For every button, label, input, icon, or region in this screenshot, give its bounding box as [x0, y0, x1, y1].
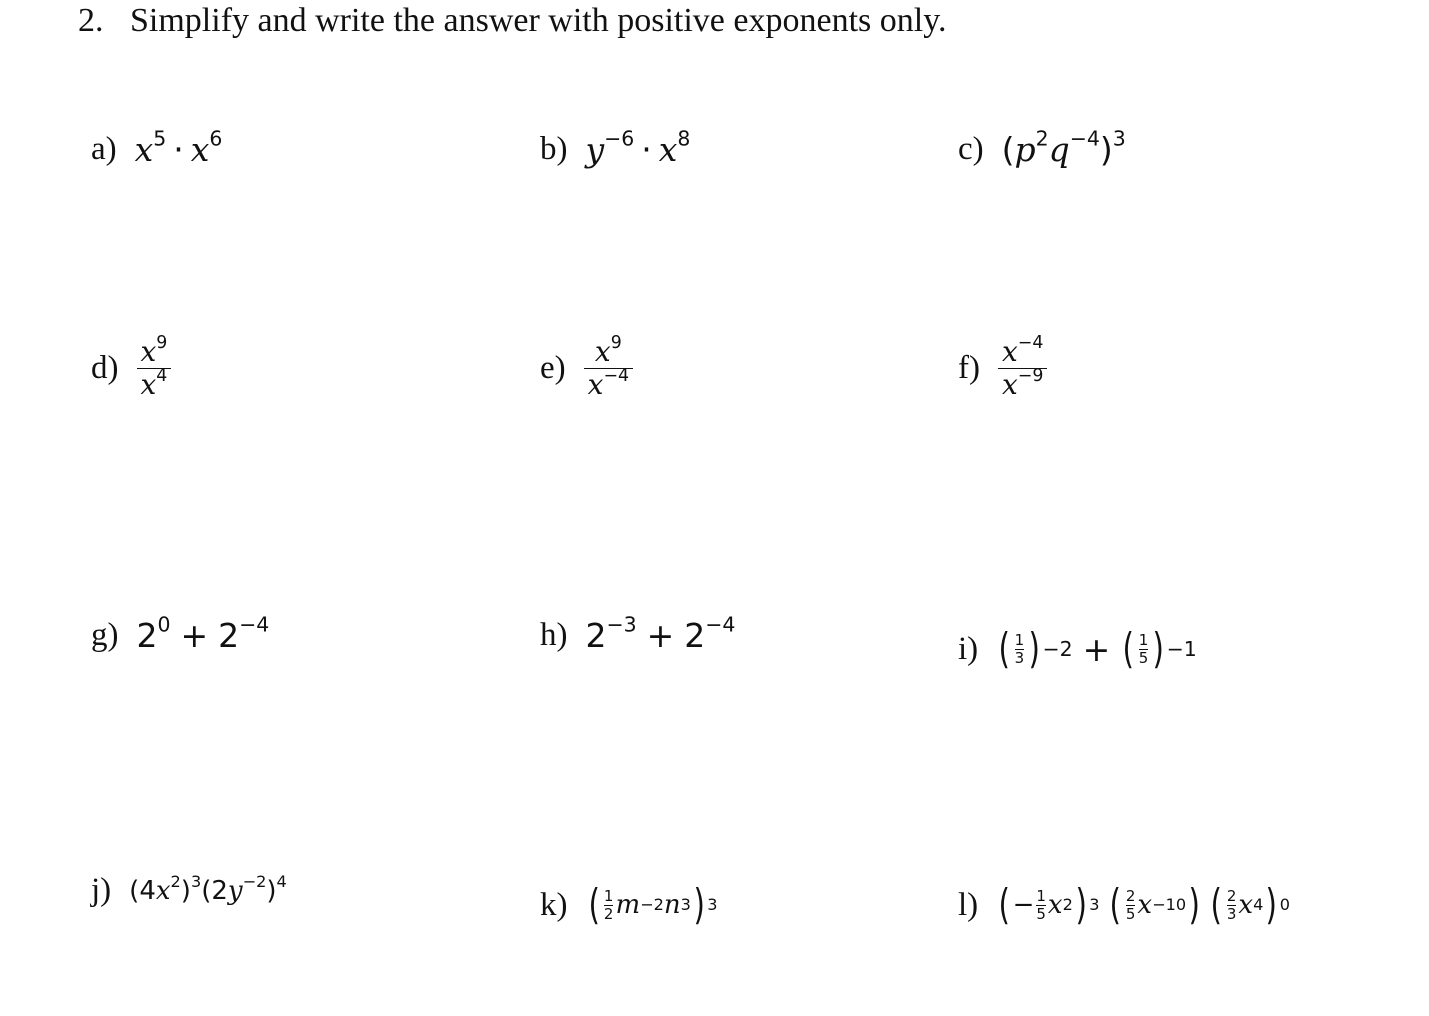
- problem-k: [540, 880, 718, 929]
- problem-e: [540, 332, 633, 402]
- problem-a: [91, 126, 223, 169]
- problem-label: g): [91, 617, 119, 653]
- problem-label: j): [91, 872, 112, 908]
- expression: $2^{-3} + 2^{-4}$: [585, 612, 736, 655]
- expression: $2^0 + 2^{-4}$: [136, 612, 270, 655]
- problem-label: b): [540, 131, 568, 167]
- expression: $y^{-6} \cdot x^8$: [585, 126, 691, 169]
- question-number: 2.: [78, 2, 104, 39]
- problem-f: [958, 332, 1047, 402]
- problem-b: [540, 126, 691, 169]
- problem-d: [91, 332, 171, 402]
- question-heading: [78, 2, 947, 40]
- problem-label: a): [91, 131, 117, 167]
- expression: ( − 1 5 x 2 ) 3 ( 2 5 x −10 ) ( 2 3 x 4 ) 0: [998, 880, 1290, 929]
- problem-label: i): [958, 630, 979, 667]
- problem-l: [958, 880, 1290, 929]
- problem-h: [540, 612, 736, 655]
- expression: ( 1 2 m −2 n 3 ) 3: [587, 880, 718, 929]
- fraction: $\frac{x^{-4}}{x^{-9}}$: [998, 336, 1047, 401]
- expression: $(p^2q^{-4})^3$: [1001, 126, 1126, 169]
- expression: $x^5 \cdot x^6$: [134, 126, 223, 169]
- fraction: $\frac{x^9}{x^4}$: [137, 336, 172, 401]
- problem-label: k): [540, 886, 568, 923]
- problem-label: c): [958, 131, 984, 167]
- problem-label: d): [91, 350, 119, 387]
- expression: ( 1 3 ) −2 + ( 1 5 ) −1: [998, 624, 1197, 673]
- problem-label: e): [540, 350, 566, 387]
- problem-label: l): [958, 886, 979, 923]
- problem-c: [958, 126, 1126, 169]
- problem-label: h): [540, 617, 568, 653]
- fraction: $\frac{x^9}{x^{-4}}$: [584, 336, 633, 401]
- expression: $(4x^2)^3(2y^{-2})^4$: [129, 871, 287, 906]
- problem-label: f): [958, 350, 980, 387]
- question-instruction: Simplify and write the answer with positive exponents only.: [130, 2, 947, 39]
- problem-g: [91, 612, 270, 655]
- problem-j: [91, 872, 287, 909]
- problem-i: [958, 624, 1197, 673]
